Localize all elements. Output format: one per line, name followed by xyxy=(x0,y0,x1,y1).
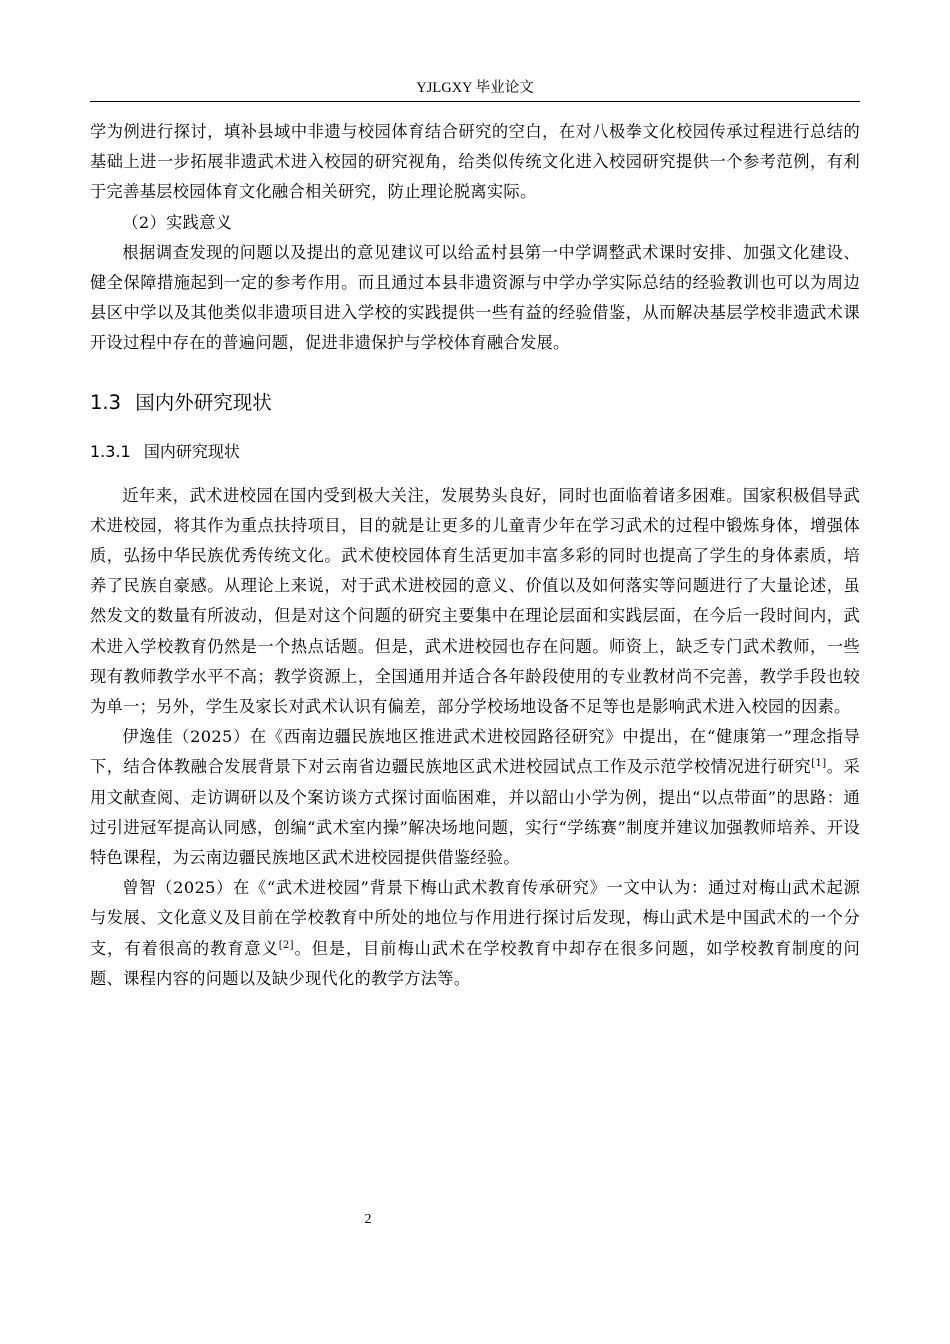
running-header: YJLGXY 毕业论文 xyxy=(416,80,534,96)
paragraph-yi-yijia xyxy=(90,722,860,873)
paragraph-domestic-overview: 近年来，武术进校园在国内受到极大关注，发展势头良好，同时也面临着诸多困难。国家积极倡导武术进校园，将其作为重点扶持项目，目的就是让更多的儿童青少年在学习武术的过程中锻炼身体，增强体质，弘扬中华民族优秀传统文化。武术使校园体育生活更加丰富多彩的同时也提高了学生的身体素质，培养了民族自豪感。从理论上来说，对于武术进校园的意义、价值以及如何落实等问题进行了大量论述，虽然发文的数量有所波动，但是对这个问题的研究主要集中在理论层面和实践层面，在今后一段时间内，武术进入学校教育仍然是一个热点话题。但是，武术进校园也存在问题。师资上，缺乏专门武术教师，一些现有教师教学水平不高；教学资源上，全国通用并适合各年龄段使用的专业教材尚不完善，教学手段也较为单一；另外，学生及家长对武术认识有偏差，部分学校场地设备不足等也是影响武术进入校园的因素。 xyxy=(90,485,860,717)
subheading-practical-significance: （2）实践意义 xyxy=(122,212,233,232)
header-rule xyxy=(90,101,860,102)
citation-1: [1] xyxy=(811,758,827,770)
page-body xyxy=(90,117,860,994)
subsection-title: 国内研究现状 xyxy=(143,441,240,461)
paragraph-theory-significance-cont: 学为例进行探讨，填补县域中非遗与校园体育结合研究的空白，在对八极拳文化校园传承过程进行总结的基础上进一步拓展非遗武术进入校园的研究视角，给类似传统文化进入校园研究提供一个参考范例，有利于完善基层校园体育文化融合相关研究，防止理论脱离实际。 xyxy=(90,122,860,202)
page-number: 2 xyxy=(364,1212,372,1227)
paragraph-text: 曾智（2025）在《“武术进校园”背景下梅山武术教育传承研究》一文中认为：通过对梅山武术起源与发展、文化意义及目前在学校教育中所处的地位与作用进行探讨后发现，梅山武术是中国武术的一个分支，有着很高的教育意义 xyxy=(90,878,860,958)
paragraph-text: 。采用文献查阅、走访调研以及个案访谈方式探讨面临困难，并以韶山小学为例，提出“以点带面”的思路：通过引进冠军提高认同感，创编“武术室内操”解决场地问题，实行“学练赛”制度并建议加强教师培养、开设特色课程，为云南边疆民族地区武术进校园提供借鉴经验。 xyxy=(90,757,860,868)
section-heading-1-3 xyxy=(90,388,860,418)
citation-2: [2] xyxy=(278,939,294,951)
section-title: 国内外研究现状 xyxy=(135,390,272,414)
subsection-number: 1.3.1 xyxy=(90,441,131,461)
subsection-heading-1-3-1 xyxy=(90,438,860,466)
paragraph-zeng-zhi xyxy=(90,873,860,994)
paragraph-practical-significance: 根据调查发现的问题以及提出的意见建议可以给孟村县第一中学调整武术课时安排、加强文化建设、健全保障措施起到一定的参考作用。而且通过本县非遗资源与中学办学实际总结的经验教训也可以为周边县区中学以及其他类似非遗项目进入学校的实践提供一些有益的经验借鉴，从而解决基层学校非遗武术课开设过程中存在的普遍问题，促进非遗保护与学校体育融合发展。 xyxy=(90,242,860,353)
paragraph-text: 。但是，目前梅山武术在学校教育中却存在很多问题，如学校教育制度的问题、课程内容的问题以及缺少现代化的教学方法等。 xyxy=(90,938,860,988)
paragraph-text: 伊逸佳（2025）在《西南边疆民族地区推进武术进校园路径研究》中提出，在“健康第一”理念指导下，结合体教融合发展背景下对云南省边疆民族地区武术进校园试点工作及示范学校情况进行研究 xyxy=(90,727,860,777)
section-number: 1.3 xyxy=(90,390,122,414)
